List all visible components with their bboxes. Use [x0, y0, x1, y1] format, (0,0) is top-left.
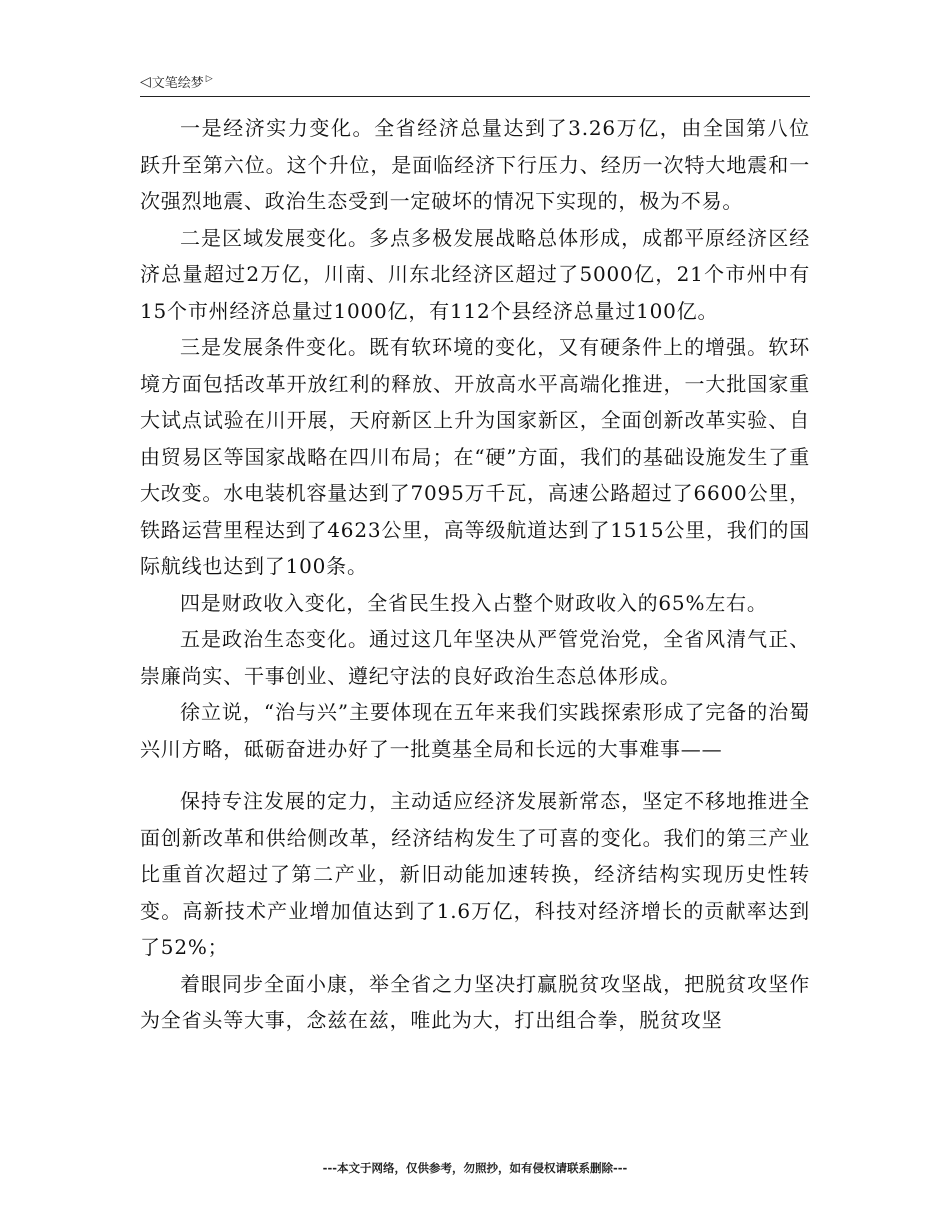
brand-name: 文笔绘梦 — [151, 76, 204, 91]
paragraph-conditions: 三是发展条件变化。既有软环境的变化，又有硬条件上的增强。软环境方面包括改革开放红利的释放、开放高水平高端化推进，一大批国家重大试点试验在川开展，天府新区上升为国家新区，全面创新改革实验、自由贸易区等国家战略在四川布局；在“硬”方面，我们的基础设施发生了重大改变。水电装机容量达到了7095万千瓦，高速公路超过了6600公里，铁路运营里程达到了4623公里，高等级航道达到了1515公里，我们的国际航线也达到了100条。 — [140, 335, 810, 578]
body-text — [140, 110, 810, 1039]
paragraph-poverty: 着眼同步全面小康，举全省之力坚决打赢脱贫攻坚战，把脱贫攻坚作为全省头等大事，念兹在兹，唯此为大，打出组合拳，脱贫攻坚 — [140, 971, 810, 1032]
triangle-left-icon: ◁ — [140, 73, 151, 90]
paragraph-region: 二是区域发展变化。多点多极发展战略总体形成，成都平原经济区经济总量超过2万亿，川南、川东北经济区超过了5000亿，21个市州中有15个市州经济总量过1000亿，有112个县经济总量过100亿。 — [140, 225, 810, 323]
paragraph-development: 保持专注发展的定力，主动适应经济发展新常态，坚定不移地推进全面创新改革和供给侧改革，经济结构发生了可喜的变化。我们的第三产业比重首次超过了第二产业，新旧动能加速转换，经济结构实现历史性转变。高新技术产业增加值达到了1.6万亿，科技对经济增长的贡献率达到了52%； — [140, 789, 810, 959]
triangle-right-icon: ▷ — [205, 73, 213, 84]
paragraph-politics: 五是政治生态变化。通过这几年坚决从严管党治党，全省风清气正、崇廉尚实、干事创业、遵纪守法的良好政治生态总体形成。 — [140, 627, 810, 688]
paragraph-finance: 四是财政收入变化，全省民生投入占整个财政收入的65%左右。 — [180, 590, 768, 615]
footer-notice: ---本文于网络，仅供参考，勿照抄，如有侵权请联系删除--- — [322, 1161, 628, 1175]
paragraph-economy: 一是经济实力变化。全省经济总量达到了3.26万亿，由全国第八位跃升至第六位。这个升位，是面临经济下行压力、经历一次特大地震和一次强烈地震、政治生态受到一定破坏的情况下实现的，极为不易。 — [140, 116, 810, 213]
page-header — [140, 70, 810, 97]
header-brand — [140, 72, 213, 91]
paragraph-xuli: 徐立说，“治与兴”主要体现在五年来我们实践探索形成了完备的治蜀兴川方略，砥砺奋进办好了一批奠基全局和长远的大事难事—— — [140, 700, 810, 761]
